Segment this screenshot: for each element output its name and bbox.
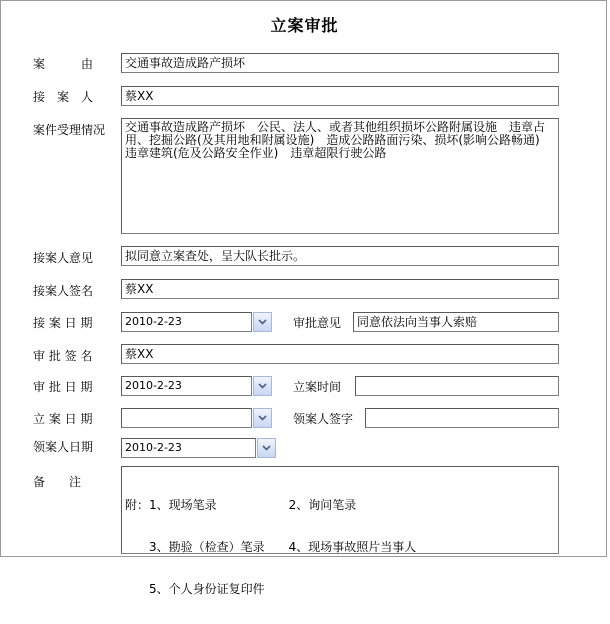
case-reason-label: 案 由 bbox=[33, 57, 94, 71]
case-reason-field[interactable]: 交通事故造成路产损坏 bbox=[121, 53, 559, 73]
filing-date-select[interactable] bbox=[121, 408, 272, 428]
approval-date-dropdown-button[interactable] bbox=[253, 376, 272, 396]
collector-date-value[interactable]: 2010-2-23 bbox=[121, 438, 256, 458]
remarks-label: 备 注 bbox=[33, 475, 82, 489]
receive-date-label: 接 案 日 期 bbox=[33, 316, 93, 330]
receiver-sign-label: 接案人签名 bbox=[33, 284, 94, 298]
collector-date-label: 领案人日期 bbox=[33, 440, 94, 454]
receiver-opinion-label: 接案人意见 bbox=[33, 251, 94, 265]
approver-sign-field[interactable]: 蔡XX bbox=[121, 344, 559, 364]
filing-date-dropdown-button[interactable] bbox=[253, 408, 272, 428]
filing-time-field[interactable] bbox=[355, 376, 559, 396]
approver-sign-label: 审 批 签 名 bbox=[33, 349, 93, 363]
receiver-opinion-field[interactable]: 拟同意立案查处，呈大队长批示。 bbox=[121, 246, 559, 266]
remarks-line: 附：1、现场笔录 2、询问笔录 bbox=[125, 498, 357, 512]
chevron-down-icon bbox=[258, 319, 267, 325]
form-title: 立案审批 bbox=[270, 16, 339, 35]
receive-date-value[interactable]: 2010-2-23 bbox=[121, 312, 252, 332]
approval-date-select[interactable] bbox=[121, 376, 272, 396]
approval-date-label: 审 批 日 期 bbox=[33, 380, 93, 394]
receiver-field[interactable]: 蔡XX bbox=[121, 86, 559, 106]
filing-date-value[interactable] bbox=[121, 408, 252, 428]
collector-sign-field[interactable] bbox=[365, 408, 559, 428]
receive-date-select[interactable] bbox=[121, 312, 272, 332]
filing-time-label: 立案时间 bbox=[293, 380, 342, 394]
collector-sign-label: 领案人签字 bbox=[293, 412, 354, 426]
collector-date-dropdown-button[interactable] bbox=[257, 438, 276, 458]
approval-opinion-field[interactable]: 同意依法向当事人索赔 bbox=[353, 312, 559, 332]
chevron-down-icon bbox=[262, 445, 271, 451]
approval-date-value[interactable]: 2010-2-23 bbox=[121, 376, 252, 396]
receiver-sign-field[interactable]: 蔡XX bbox=[121, 279, 559, 299]
receiver-label: 接 案 人 bbox=[33, 90, 94, 104]
case-situation-label: 案件受理情况 bbox=[33, 123, 106, 137]
chevron-down-icon bbox=[258, 383, 267, 389]
approval-opinion-label: 审批意见 bbox=[293, 316, 342, 330]
filing-date-label: 立 案 日 期 bbox=[33, 412, 93, 426]
case-situation-textarea[interactable]: 交通事故造成路产损坏 公民、法人、或者其他组织损坏公路附属设施 违章占用、挖掘公路(及其用地和附属设施) 造成公路路面污染、损坏(影响公路畅通) 违章建筑(危及公路安全作业) 违章超限行驶公路 bbox=[121, 118, 559, 234]
receive-date-dropdown-button[interactable] bbox=[253, 312, 272, 332]
remarks-line: 5、个人身份证复印件 bbox=[125, 582, 265, 596]
collector-date-select[interactable] bbox=[121, 438, 276, 458]
remarks-line: 3、勘验（检查）笔录 4、现场事故照片当事人 bbox=[125, 540, 417, 554]
remarks-textarea[interactable] bbox=[121, 466, 559, 596]
chevron-down-icon bbox=[258, 415, 267, 421]
